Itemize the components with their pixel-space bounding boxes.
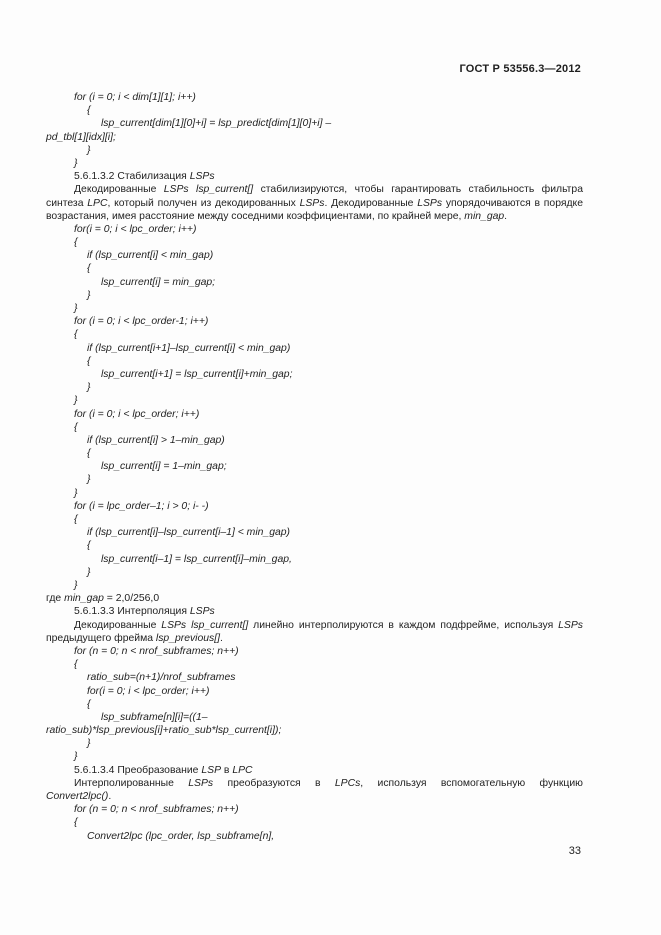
code-line: { (87, 448, 91, 460)
code-line: for(i = 0; i < lpc_order; i++) (74, 223, 197, 235)
code-line: if (lsp_current[i]–lsp_current[i–1] < min_gap) (87, 527, 291, 539)
code-line: if (lsp_current[i] > 1–min_gap) (87, 434, 225, 446)
code-line: lsp_current[i–1] = lsp_current[i]–min_gap, (101, 553, 292, 565)
code-line: for (i = 0; i < lpc_order; i++) (74, 408, 200, 420)
code-line: { (74, 514, 78, 526)
where-clause: где min_gap = 2,0/256,0 (46, 593, 160, 605)
paragraph-stabilization: Декодированные LSPs lsp_current[] стабилизируются, чтобы гарантировать стабильность фильтра синтеза LPC, который получен из декодированных LSPs. Декодированные LSPs упорядочиваются в порядке возрастания, имея расстояние между соседними коэффициентами, по крайней мере, min_gap. (46, 184, 583, 222)
code-line: { (74, 237, 78, 249)
code-line: for (i = 0; i < dim[1][1]; i++) (74, 92, 196, 103)
section-heading-interpolation: 5.6.1.3.3 Интерполяция LSPs (74, 606, 215, 618)
paragraph-conversion: Интерполированные LSPs преобразуются в LPCs, используя вспомогательную функцию (74, 777, 583, 789)
code-line: ratio_sub)*lsp_previous[i]+ratio_sub*lsp_current[i]); (46, 725, 282, 737)
code-line: } (87, 738, 91, 750)
code-line: if (lsp_current[i] < min_gap) (87, 250, 214, 262)
page-content (46, 91, 583, 843)
code-line: { (74, 659, 78, 671)
code-line: { (87, 540, 91, 552)
code-line: if (lsp_current[i+1]–lsp_current[i] < min_gap) (87, 342, 291, 354)
paragraph-conversion-cont: Convert2lpc(). (46, 791, 112, 803)
code-line: lsp_current[i+1] = lsp_current[i]+min_gap; (101, 368, 293, 380)
code-line: } (74, 157, 78, 169)
code-line: { (87, 698, 91, 710)
code-line: } (74, 579, 78, 591)
code-line: { (87, 263, 91, 275)
code-line: { (87, 105, 91, 117)
code-line: } (74, 487, 78, 499)
code-line: pd_tbl[1][idx][i]; (46, 131, 116, 143)
code-line: } (87, 566, 91, 578)
code-line: lsp_current[i] = 1–min_gap; (101, 461, 227, 473)
code-line: } (87, 382, 91, 394)
code-line: { (74, 329, 78, 341)
code-line: } (87, 474, 91, 486)
code-line: { (74, 817, 78, 829)
page-number: 33 (568, 845, 581, 857)
code-line: { (87, 355, 91, 367)
section-heading-conversion: 5.6.1.3.4 Преобразование LSP в LPC (74, 764, 253, 776)
code-line: } (74, 303, 78, 315)
code-line: for (i = 0; i < lpc_order-1; i++) (74, 316, 209, 328)
code-line: } (74, 751, 78, 763)
section-heading-stabilization: 5.6.1.3.2 Стабилизация LSPs (74, 171, 215, 183)
code-line: } (74, 395, 78, 407)
code-line: for (n = 0; n < nrof_subframes; n++) (74, 645, 239, 657)
code-line: for (i = lpc_order–1; i > 0; i- -) (74, 500, 209, 512)
code-line: } (87, 144, 91, 156)
code-line: lsp_current[i] = min_gap; (101, 276, 216, 288)
document-id: ГОСТ Р 53556.3—2012 (459, 63, 581, 75)
code-line: for (n = 0; n < nrof_subframes; n++) (74, 804, 239, 816)
code-line: lsp_current[dim[1][0]+i] = lsp_predict[dim[1][0]+i] – (101, 118, 332, 130)
code-line: Convert2lpc (lpc_order, lsp_subframe[n], (87, 830, 275, 842)
code-line: { (74, 421, 78, 433)
paragraph-interpolation: Декодированные LSPs lsp_current[] линейно интерполируются в каждом подфрейме, используя LSPs предыдущего фрейма lsp_previous[]. (46, 619, 583, 644)
code-line: ratio_sub=(n+1)/nrof_subframes (87, 672, 236, 684)
code-line: for(i = 0; i < lpc_order; i++) (87, 685, 210, 697)
code-line: lsp_subframe[n][i]=((1– (101, 711, 208, 723)
code-line: } (87, 289, 91, 301)
